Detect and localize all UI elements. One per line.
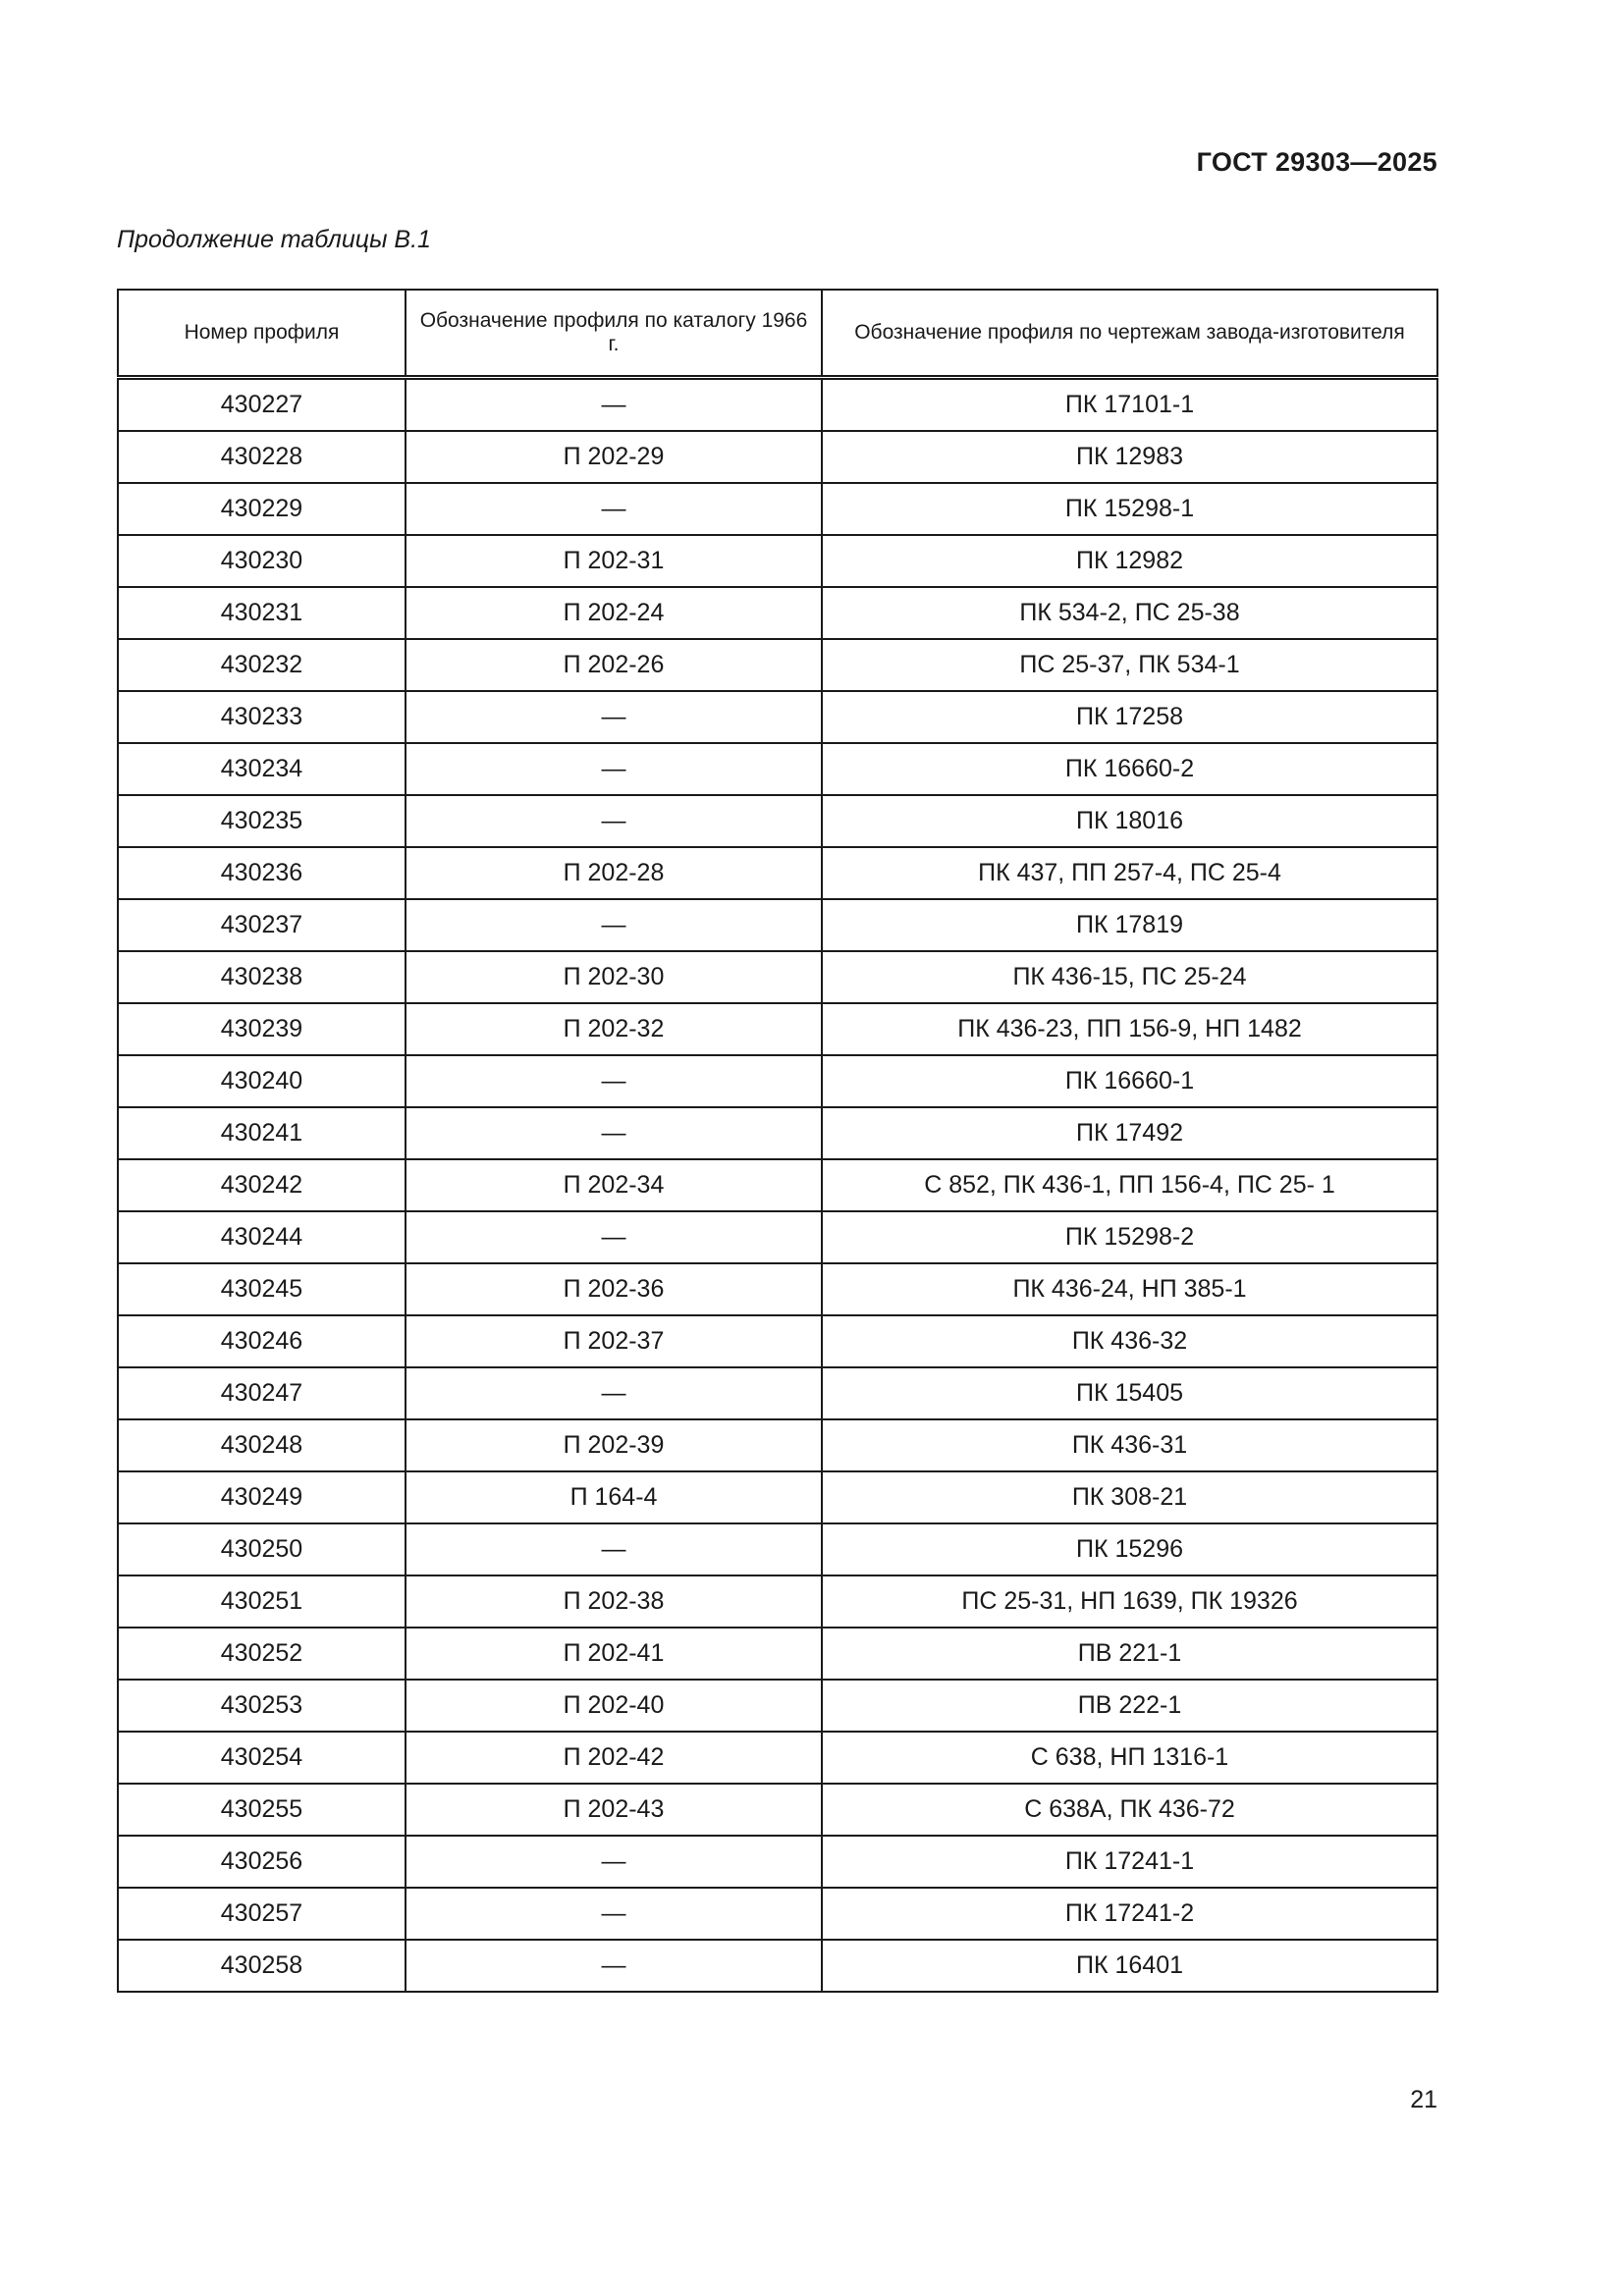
cell-factory-designation: С 638А, ПК 436-72	[822, 1784, 1437, 1836]
cell-catalog-designation: —	[406, 483, 822, 535]
cell-profile-number: 430233	[118, 691, 406, 743]
cell-profile-number: 430241	[118, 1107, 406, 1159]
cell-factory-designation: ПК 437, ПП 257-4, ПС 25-4	[822, 847, 1437, 899]
cell-profile-number: 430245	[118, 1263, 406, 1315]
column-header-factory-designation: Обозначение профиля по чертежам завода-изготовителя	[822, 290, 1437, 378]
table-row	[118, 899, 1437, 951]
cell-profile-number: 430240	[118, 1055, 406, 1107]
cell-factory-designation: ПК 16401	[822, 1940, 1437, 1992]
cell-catalog-designation: —	[406, 1836, 822, 1888]
cell-catalog-designation: —	[406, 1940, 822, 1992]
cell-factory-designation: ПК 17241-2	[822, 1888, 1437, 1940]
cell-factory-designation: ПС 25-37, ПК 534-1	[822, 639, 1437, 691]
table-header-row	[118, 290, 1437, 378]
cell-factory-designation: ПК 17492	[822, 1107, 1437, 1159]
cell-catalog-designation: П 202-32	[406, 1003, 822, 1055]
cell-factory-designation: ПВ 221-1	[822, 1628, 1437, 1680]
table-row	[118, 691, 1437, 743]
table-row	[118, 535, 1437, 587]
cell-catalog-designation: П 202-40	[406, 1680, 822, 1732]
table-row	[118, 1836, 1437, 1888]
cell-profile-number: 430249	[118, 1471, 406, 1523]
cell-factory-designation: ПС 25-31, НП 1639, ПК 19326	[822, 1575, 1437, 1628]
column-header-catalog-designation: Обозначение профиля по каталогу 1966 г.	[406, 290, 822, 378]
cell-catalog-designation: —	[406, 378, 822, 432]
table-row	[118, 431, 1437, 483]
cell-profile-number: 430236	[118, 847, 406, 899]
cell-profile-number: 430256	[118, 1836, 406, 1888]
cell-profile-number: 430235	[118, 795, 406, 847]
table-row	[118, 1419, 1437, 1471]
cell-profile-number: 430231	[118, 587, 406, 639]
cell-factory-designation: ПК 436-23, ПП 156-9, НП 1482	[822, 1003, 1437, 1055]
table-row	[118, 847, 1437, 899]
table-row	[118, 1211, 1437, 1263]
cell-factory-designation: ПК 17819	[822, 899, 1437, 951]
cell-catalog-designation: П 202-30	[406, 951, 822, 1003]
cell-factory-designation: ПК 308-21	[822, 1471, 1437, 1523]
table-row	[118, 1471, 1437, 1523]
table-row	[118, 483, 1437, 535]
cell-catalog-designation: —	[406, 1523, 822, 1575]
table-row	[118, 1732, 1437, 1784]
cell-catalog-designation: —	[406, 899, 822, 951]
table-row	[118, 951, 1437, 1003]
cell-profile-number: 430247	[118, 1367, 406, 1419]
cell-catalog-designation: П 202-28	[406, 847, 822, 899]
cell-catalog-designation: —	[406, 1367, 822, 1419]
column-header-profile-number: Номер профиля	[118, 290, 406, 378]
cell-catalog-designation: —	[406, 691, 822, 743]
cell-profile-number: 430251	[118, 1575, 406, 1628]
cell-catalog-designation: —	[406, 1107, 822, 1159]
cell-catalog-designation: П 202-37	[406, 1315, 822, 1367]
cell-catalog-designation: —	[406, 1888, 822, 1940]
table-row	[118, 1628, 1437, 1680]
cell-profile-number: 430257	[118, 1888, 406, 1940]
cell-factory-designation: С 638, НП 1316-1	[822, 1732, 1437, 1784]
cell-factory-designation: ПК 436-24, НП 385-1	[822, 1263, 1437, 1315]
cell-profile-number: 430255	[118, 1784, 406, 1836]
cell-factory-designation: ПК 17258	[822, 691, 1437, 743]
page-number: 21	[1410, 2086, 1437, 2113]
cell-profile-number: 430237	[118, 899, 406, 951]
table-row	[118, 1263, 1437, 1315]
cell-factory-designation: ПК 12983	[822, 431, 1437, 483]
cell-profile-number: 430252	[118, 1628, 406, 1680]
cell-profile-number: 430239	[118, 1003, 406, 1055]
table-row	[118, 1575, 1437, 1628]
cell-factory-designation: ПК 15405	[822, 1367, 1437, 1419]
table-row	[118, 1367, 1437, 1419]
cell-profile-number: 430227	[118, 378, 406, 432]
cell-catalog-designation: П 202-42	[406, 1732, 822, 1784]
cell-factory-designation: ПК 17241-1	[822, 1836, 1437, 1888]
table-row	[118, 1315, 1437, 1367]
cell-catalog-designation: —	[406, 1211, 822, 1263]
cell-factory-designation: ПК 534-2, ПС 25-38	[822, 587, 1437, 639]
cell-catalog-designation: —	[406, 1055, 822, 1107]
cell-factory-designation: ПК 12982	[822, 535, 1437, 587]
cell-profile-number: 430254	[118, 1732, 406, 1784]
cell-profile-number: 430248	[118, 1419, 406, 1471]
document-header: ГОСТ 29303—2025	[1196, 147, 1437, 177]
cell-catalog-designation: П 202-34	[406, 1159, 822, 1211]
cell-factory-designation: ПК 16660-1	[822, 1055, 1437, 1107]
cell-factory-designation: ПВ 222-1	[822, 1680, 1437, 1732]
cell-factory-designation: ПК 15298-2	[822, 1211, 1437, 1263]
cell-profile-number: 430244	[118, 1211, 406, 1263]
cell-catalog-designation: П 202-29	[406, 431, 822, 483]
table-row	[118, 1680, 1437, 1732]
cell-factory-designation: ПК 15296	[822, 1523, 1437, 1575]
table-row	[118, 1940, 1437, 1992]
cell-profile-number: 430234	[118, 743, 406, 795]
table-caption: Продолжение таблицы В.1	[117, 226, 431, 253]
table-body	[118, 378, 1437, 1993]
cell-catalog-designation: П 202-41	[406, 1628, 822, 1680]
cell-profile-number: 430246	[118, 1315, 406, 1367]
table-row	[118, 795, 1437, 847]
cell-catalog-designation: —	[406, 795, 822, 847]
cell-catalog-designation: П 202-39	[406, 1419, 822, 1471]
cell-factory-designation: С 852, ПК 436-1, ПП 156-4, ПС 25- 1	[822, 1159, 1437, 1211]
cell-factory-designation: ПК 18016	[822, 795, 1437, 847]
table-row	[118, 639, 1437, 691]
cell-factory-designation: ПК 15298-1	[822, 483, 1437, 535]
table-row	[118, 743, 1437, 795]
cell-profile-number: 430258	[118, 1940, 406, 1992]
table-row	[118, 1003, 1437, 1055]
cell-catalog-designation: П 164-4	[406, 1471, 822, 1523]
cell-factory-designation: ПК 17101-1	[822, 378, 1437, 432]
cell-factory-designation: ПК 436-15, ПС 25-24	[822, 951, 1437, 1003]
cell-catalog-designation: —	[406, 743, 822, 795]
table-row	[118, 1784, 1437, 1836]
table-row	[118, 1159, 1437, 1211]
table-row	[118, 1107, 1437, 1159]
profiles-table	[117, 289, 1438, 1993]
cell-profile-number: 430228	[118, 431, 406, 483]
cell-factory-designation: ПК 436-31	[822, 1419, 1437, 1471]
table-row	[118, 587, 1437, 639]
cell-profile-number: 430232	[118, 639, 406, 691]
cell-factory-designation: ПК 16660-2	[822, 743, 1437, 795]
cell-catalog-designation: П 202-36	[406, 1263, 822, 1315]
table-row	[118, 1523, 1437, 1575]
cell-catalog-designation: П 202-24	[406, 587, 822, 639]
cell-profile-number: 430230	[118, 535, 406, 587]
cell-profile-number: 430250	[118, 1523, 406, 1575]
table-row	[118, 378, 1437, 432]
cell-profile-number: 430229	[118, 483, 406, 535]
table-row	[118, 1055, 1437, 1107]
cell-profile-number: 430242	[118, 1159, 406, 1211]
cell-profile-number: 430253	[118, 1680, 406, 1732]
cell-catalog-designation: П 202-31	[406, 535, 822, 587]
cell-factory-designation: ПК 436-32	[822, 1315, 1437, 1367]
cell-catalog-designation: П 202-43	[406, 1784, 822, 1836]
cell-catalog-designation: П 202-38	[406, 1575, 822, 1628]
table-row	[118, 1888, 1437, 1940]
cell-catalog-designation: П 202-26	[406, 639, 822, 691]
cell-profile-number: 430238	[118, 951, 406, 1003]
